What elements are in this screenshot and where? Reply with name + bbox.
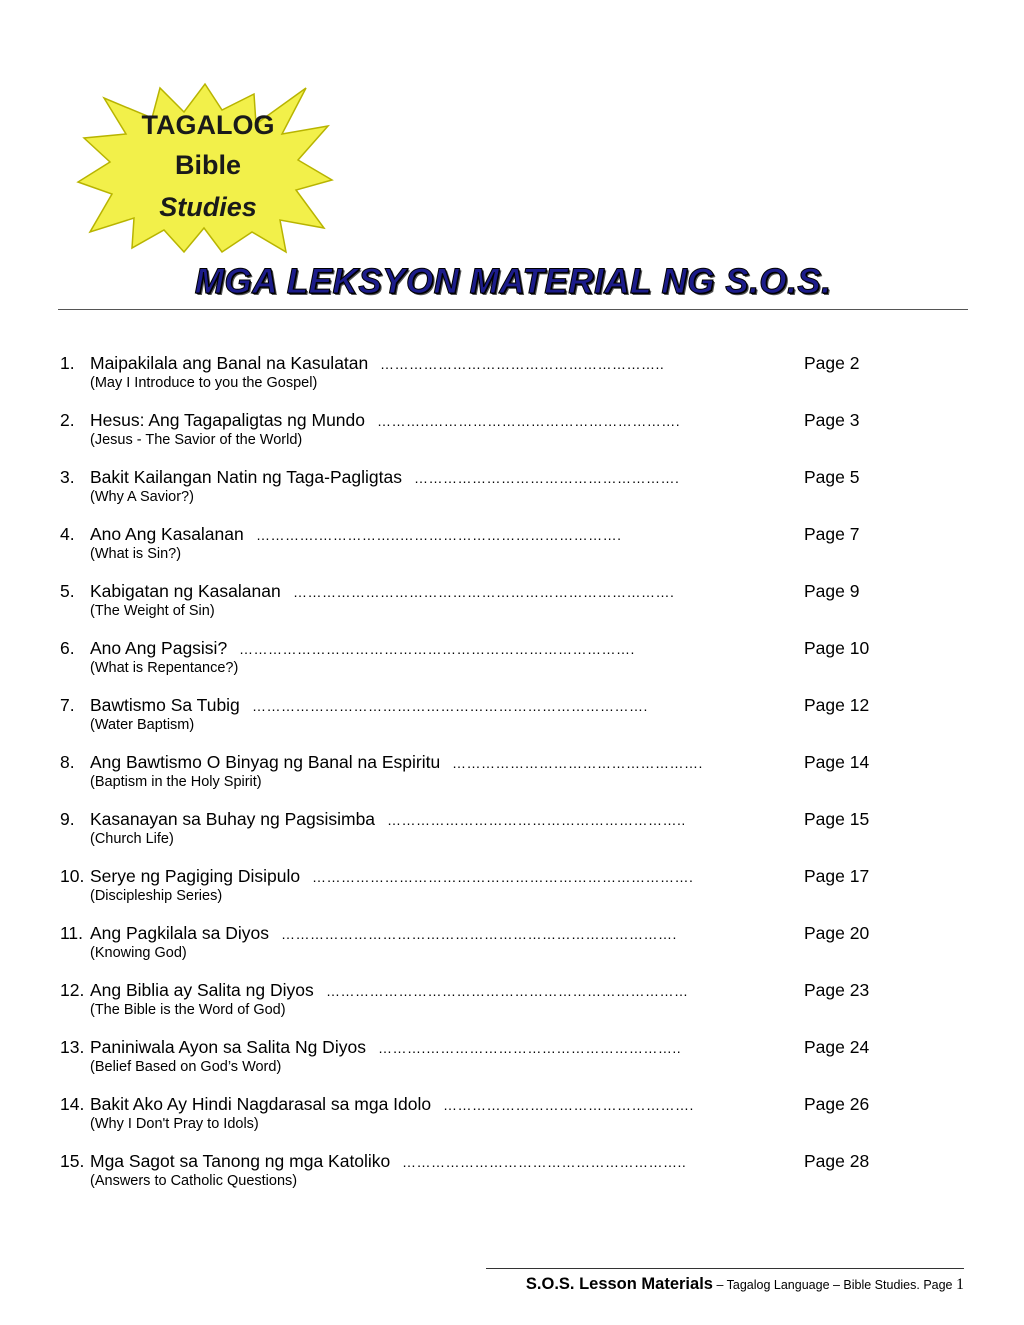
toc-entry-page: Page 5 [804,467,860,487]
logo-line-3: Studies [159,192,257,222]
toc-entry-title: Bawtismo Sa Tubig [90,695,240,715]
toc-entry-leader: ……….…………………………………………….. [378,1040,682,1056]
toc-entry-number: 11. [60,923,84,943]
toc-entry [60,979,880,1036]
page-title: MGA LEKSYON MATERIAL NG S.O.S. [194,262,832,301]
toc-entry [60,580,880,637]
toc-entry-translation: (Discipleship Series) [90,888,223,904]
toc-entry [60,751,880,808]
toc-entry-page: Page 2 [804,353,860,373]
toc-entry [60,409,880,466]
toc-entry [60,808,880,865]
toc-entry-title: Ano Ang Kasalanan [90,524,244,544]
toc-entry-translation: (The Bible is the Word of God) [90,1002,286,1018]
toc-entry-title: Ano Ang Pagsisi? [90,638,228,658]
table-of-contents [60,352,880,1207]
toc-entry-number: 5. [60,581,75,601]
toc-entry-translation: (Jesus - The Savior of the World) [90,432,303,448]
toc-entry-page: Page 24 [804,1037,870,1057]
toc-entry-number: 13. [60,1037,85,1057]
toc-entry-page: Page 12 [804,695,870,715]
toc-entry-leader: ………………………………………………………………………. [281,926,677,942]
toc-entry-translation: (Belief Based on God’s Word) [90,1059,282,1075]
toc-entry [60,694,880,751]
toc-entry-number: 15. [60,1151,85,1171]
toc-entry-page: Page 26 [804,1094,870,1114]
toc-entry-translation: (The Weight of Sin) [90,603,215,619]
toc-entry-title: Kasanayan sa Buhay ng Pagsisimba [90,809,376,829]
toc-entry-title: Ang Biblia ay Salita ng Diyos [90,980,314,1000]
toc-entry-number: 1. [60,353,75,373]
toc-entry-title: Ang Pagkilala sa Diyos [90,923,269,943]
toc-entry-number: 6. [60,638,75,658]
toc-entry-leader: ………………………………………………. [414,470,680,486]
toc-entry-translation: (Knowing God) [90,945,187,961]
toc-entry-translation: (Why I Don't Pray to Idols) [90,1116,259,1132]
title-divider [58,309,968,310]
toc-entry-number: 12. [60,980,85,1000]
toc-entry-title: Ang Bawtismo O Binyag ng Banal na Espiritu [90,752,441,772]
toc-entry-page: Page 23 [804,980,870,1000]
toc-entry-page: Page 3 [804,410,860,430]
footer-title: S.O.S. Lesson Materials [525,1275,713,1293]
toc-entry-leader: ………………………………………………………………………. [239,641,635,657]
toc-entry-number: 7. [60,695,75,715]
toc-entry-page: Page 14 [804,752,870,772]
toc-entry-number: 8. [60,752,75,772]
toc-entry-title: Bakit Kailangan Natin ng Taga-Pagligtas [90,467,402,487]
toc-entry-translation: (Church Life) [90,831,174,847]
toc-entry-leader: ……………………………………………. [452,755,703,771]
tagalog-bible-studies-logo [76,82,334,254]
toc-entry-leader: …………………………………………………….. [387,812,686,828]
starburst-logo-icon [76,82,334,254]
toc-entry-leader: ……………………………………………………………………. [312,869,694,885]
toc-entry-page: Page 10 [804,638,870,658]
toc-entry-page: Page 9 [804,581,860,601]
toc-entry-translation: (Water Baptism) [90,717,195,733]
toc-entry [60,352,880,409]
toc-entry-leader: ………………………………………………………………… [326,983,689,999]
logo-line-2: Bible [174,150,242,180]
toc-entry-leader: ………………………………………………………………………. [252,698,648,714]
toc-entry [60,466,880,523]
toc-entry-leader: ……………………………………………………………………. [293,584,675,600]
toc-entry [60,1150,880,1207]
toc-entry-title: Serye ng Pagiging Disipulo [90,866,301,886]
toc-entry-title: Kabigatan ng Kasalanan [90,581,281,601]
toc-entry [60,865,880,922]
footer-divider [486,1268,964,1269]
toc-entry [60,637,880,694]
toc-entry-translation: (Why A Savior?) [90,489,194,505]
toc-entry [60,1036,880,1093]
toc-entry-title: Hesus: Ang Tagapaligtas ng Mundo [90,410,366,430]
toc-entry-number: 2. [60,410,75,430]
toc-entry-title: Paniniwala Ayon sa Salita Ng Diyos [90,1037,366,1057]
toc-entry-page: Page 20 [804,923,870,943]
footer-subtitle: – Tagalog Language – Bible Studies. Page [712,1278,956,1292]
toc-entry-translation: (May I Introduce to you the Gospel) [90,375,318,391]
page-footer [526,1274,964,1295]
toc-entry-translation: (What is Sin?) [90,546,182,562]
toc-entry-number: 9. [60,809,75,829]
footer-page-number: 1 [956,1276,964,1293]
toc-entry-leader: ………….……………..………………………………………. [256,527,622,543]
toc-entry [60,523,880,580]
toc-entry-leader: ………………………………………………….. [380,356,665,372]
toc-entry-page: Page 15 [804,809,870,829]
toc-entry-title: Maipakilala ang Banal na Kasulatan [90,353,369,373]
toc-entry-title: Bakit Ako Ay Hindi Nagdarasal sa mga Idolo [90,1094,432,1114]
toc-entry-leader: ………………………………………………….. [402,1154,687,1170]
toc-entry [60,922,880,979]
toc-entry-translation: (Baptism in the Holy Spirit) [90,774,262,790]
toc-entry-leader: ……………………………………………. [443,1097,694,1113]
logo-line-1: TAGALOG [141,110,275,140]
toc-entry-number: 10. [60,866,85,886]
toc-entry-translation: (Answers to Catholic Questions) [90,1173,298,1189]
toc-entry-page: Page 17 [804,866,870,886]
toc-entry-number: 3. [60,467,75,487]
toc-entry-page: Page 7 [804,524,860,544]
toc-entry-leader: ………..……………………………………………. [377,413,681,429]
toc-entry [60,1093,880,1150]
toc-entry-translation: (What is Repentance?) [90,660,239,676]
toc-entry-number: 14. [60,1094,85,1114]
toc-entry-title: Mga Sagot sa Tanong ng mga Katoliko [90,1151,391,1171]
toc-entry-number: 4. [60,524,75,544]
toc-entry-page: Page 28 [804,1151,870,1171]
